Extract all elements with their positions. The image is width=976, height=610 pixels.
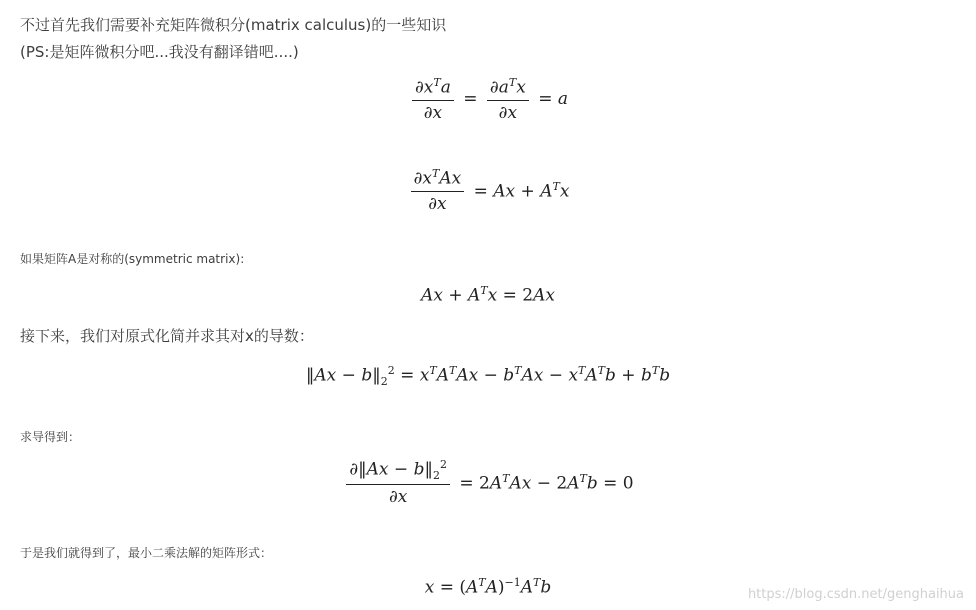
equation-3: $Ax + A^Tx = 2Ax$ bbox=[421, 284, 555, 306]
conclusion-note: 于是我们就得到了，最小二乘法解的矩阵形式： bbox=[20, 546, 273, 560]
symmetric-note: 如果矩阵A是对称的(symmetric matrix): bbox=[20, 252, 245, 266]
derive-note: 求导得到： bbox=[20, 430, 81, 444]
intro-line-1: 不过首先我们需要补充矩阵微积分(matrix calculus)的一些知识 bbox=[20, 16, 447, 34]
intro-line-2: (PS:是矩阵微积分吧...我没有翻译错吧....) bbox=[20, 43, 299, 61]
simplify-note: 接下来，我们对原式化简并求其对x的导数： bbox=[20, 327, 314, 345]
equation-5: $\frac{\partial‖Ax - b‖_2^2}{\partial x}$ = $2A^TAx - 2A^Tb = 0$ bbox=[0, 458, 976, 507]
watermark: https://blog.csdn.net/genghaihua bbox=[747, 587, 964, 602]
equation-1: $\frac{\partial x^Ta}{\partial x}$ = $\frac{\partial a^Tx}{\partial x}$ = a bbox=[0, 76, 976, 123]
equation-4: ‖Ax − $b‖_2^2 = x^TA^TAx - b^TAx - x^TA^Tb + b^Tb$ bbox=[305, 364, 671, 389]
equation-6: $x = (A^TA)^{-1}A^Tb$ bbox=[424, 576, 552, 598]
equation-2: $\frac{\partial x^TAx}{\partial x}$ = $Ax + A^Tx$ bbox=[0, 167, 976, 214]
